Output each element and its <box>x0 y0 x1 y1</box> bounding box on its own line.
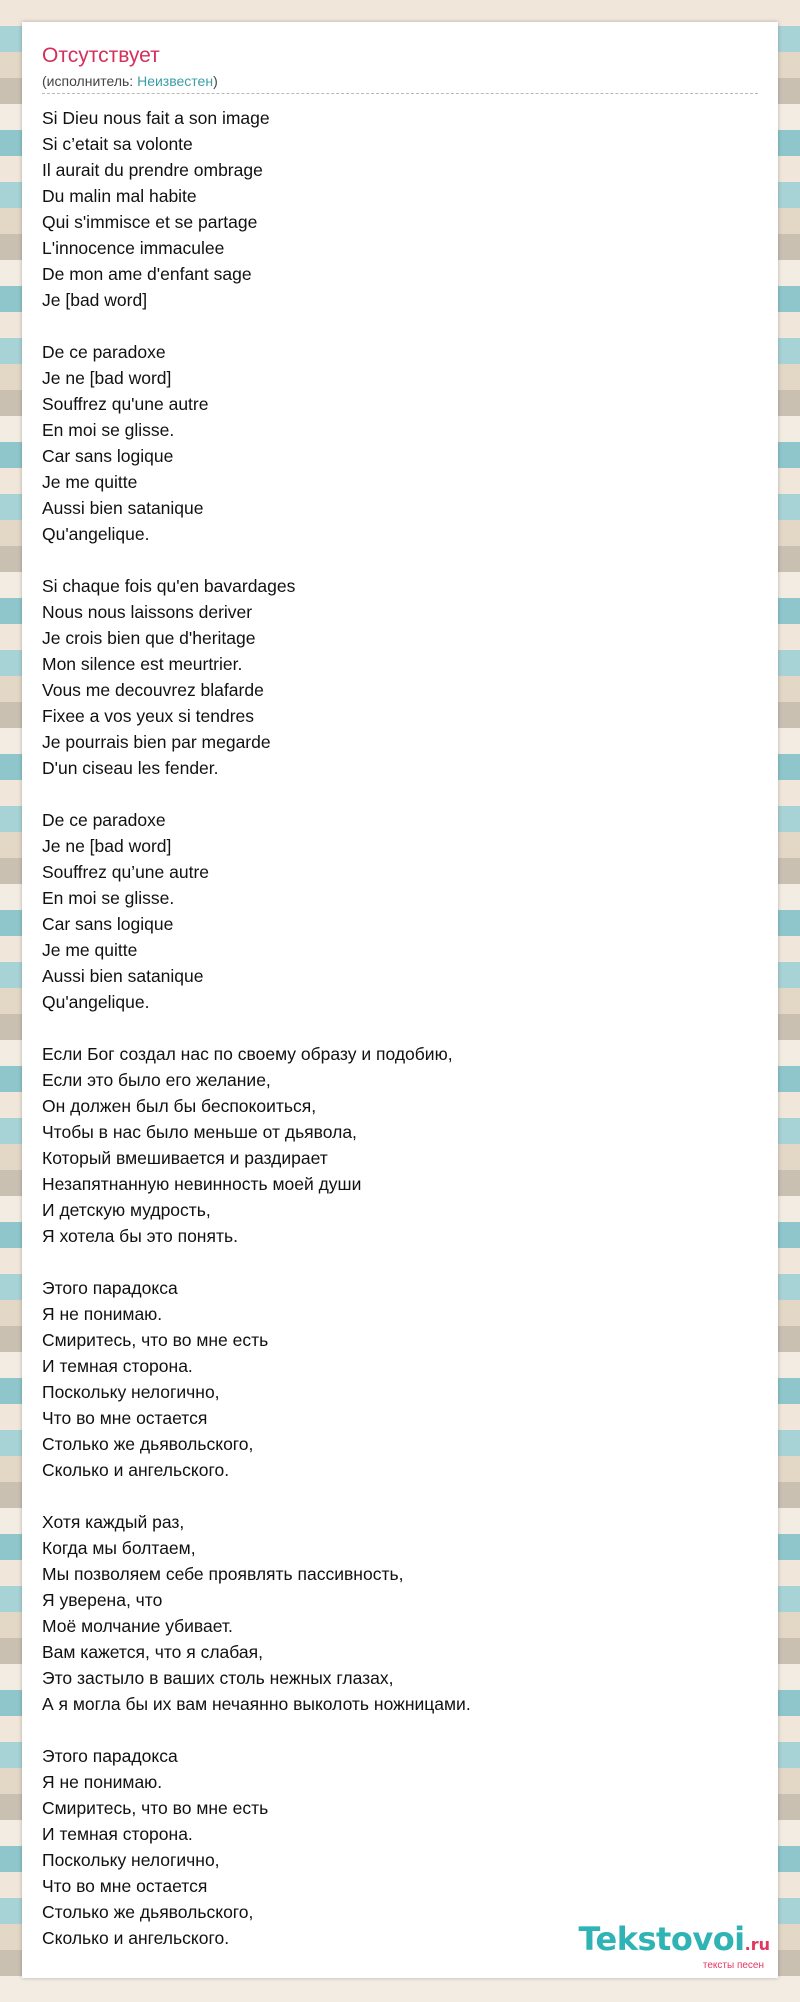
lyric-line: Je ne [bad word] <box>42 368 172 388</box>
lyric-line: En moi se glisse. <box>42 888 175 908</box>
lyric-line: En moi se glisse. <box>42 420 175 440</box>
lyric-line: Чтобы в нас было меньше от дьявола, <box>42 1122 357 1142</box>
lyric-line: Этого парадокса <box>42 1746 178 1766</box>
lyric-line: Если Бог создал нас по своему образу и подобию, <box>42 1044 453 1064</box>
lyric-line: Il aurait du prendre ombrage <box>42 160 263 180</box>
stanza <box>42 1275 758 1483</box>
lyric-line: Je ne [bad word] <box>42 836 172 856</box>
lyric-line: Хотя каждый раз, <box>42 1512 185 1532</box>
lyric-line: Незапятнанную невинность моей души <box>42 1174 362 1194</box>
lyric-line: Он должен был бы беспокоиться, <box>42 1096 317 1116</box>
lyric-line: Сколько и ангельского. <box>42 1928 230 1948</box>
lyric-line: Si c’etait sa volonte <box>42 134 193 154</box>
logo-tld: .ru <box>744 1935 770 1954</box>
artist-suffix: ) <box>213 73 218 89</box>
lyric-line: De ce paradoxe <box>42 342 166 362</box>
lyric-line: Je me quitte <box>42 940 138 960</box>
lyrics-body <box>42 105 758 1951</box>
stanza <box>42 573 758 781</box>
lyric-line: De ce paradoxe <box>42 810 166 830</box>
lyrics-card <box>22 22 778 1978</box>
lyric-line: Когда мы болтаем, <box>42 1538 196 1558</box>
lyric-line: Car sans logique <box>42 914 174 934</box>
lyric-line: Je [bad word] <box>42 290 148 310</box>
lyric-line: Mon silence est meurtrier. <box>42 654 243 674</box>
lyric-line: Мы позволяем себе проявлять пассивность, <box>42 1564 404 1584</box>
lyric-line: D'un ciseau les fender. <box>42 758 219 778</box>
lyric-line: Я не понимаю. <box>42 1772 163 1792</box>
lyric-line: И темная сторона. <box>42 1824 193 1844</box>
lyric-line: Смиритесь, что во мне есть <box>42 1330 269 1350</box>
lyric-line: Je crois bien que d'heritage <box>42 628 256 648</box>
lyric-line: De mon ame d'enfant sage <box>42 264 252 284</box>
lyric-line: И темная сторона. <box>42 1356 193 1376</box>
lyric-line: Je me quitte <box>42 472 138 492</box>
lyric-line: Что во мне остается <box>42 1876 208 1896</box>
lyric-line: Я не понимаю. <box>42 1304 163 1324</box>
lyric-line: Du malin mal habite <box>42 186 197 206</box>
lyric-line: Если это было его желание, <box>42 1070 271 1090</box>
lyric-line: Поскольку нелогично, <box>42 1382 220 1402</box>
lyric-line: Qu'angelique. <box>42 524 150 544</box>
logo-tagline: тексты песен <box>702 1960 764 1971</box>
lyric-line: Vous me decouvrez blafarde <box>42 680 264 700</box>
lyric-line: L'innocence immaculee <box>42 238 225 258</box>
stanza <box>42 339 758 547</box>
lyric-line: Car sans logique <box>42 446 174 466</box>
lyric-line: Что во мне остается <box>42 1408 208 1428</box>
lyric-line: А я могла бы их вам нечаянно выколоть ножницами. <box>42 1694 471 1714</box>
lyric-line: Aussi bien satanique <box>42 498 204 518</box>
song-title: Отсутствует <box>42 44 160 67</box>
logo-wordmark <box>578 1922 770 1962</box>
lyric-line: Qu'angelique. <box>42 992 150 1012</box>
lyric-line: Si chaque fois qu'en bavardages <box>42 576 296 596</box>
artist-prefix: (исполнитель: <box>42 73 138 89</box>
lyric-line: Qui s'immisce et se partage <box>42 212 258 232</box>
logo-name: Tekstovoi <box>578 1920 745 1958</box>
lyric-line: Смиритесь, что во мне есть <box>42 1798 269 1818</box>
lyric-line: Вам кажется, что я слабая, <box>42 1642 263 1662</box>
lyric-line: И детскую мудрость, <box>42 1200 211 1220</box>
artist-link[interactable]: Неизвестен <box>137 73 214 89</box>
site-logo[interactable] <box>578 1922 770 1971</box>
lyric-line: Si Dieu nous fait a son image <box>42 108 270 128</box>
stanza <box>42 1509 758 1717</box>
lyric-line: Souffrez qu'une autre <box>42 394 209 414</box>
artist-line <box>42 72 758 94</box>
lyric-line: Nous nous laissons deriver <box>42 602 253 622</box>
lyric-line: Столько же дьявольского, <box>42 1902 254 1922</box>
stanza <box>42 105 758 313</box>
lyric-line: Сколько и ангельского. <box>42 1460 230 1480</box>
stanza <box>42 1041 758 1249</box>
lyric-line: Моё молчание убивает. <box>42 1616 233 1636</box>
lyric-line: Souffrez qu’une autre <box>42 862 210 882</box>
lyric-line: Я уверена, что <box>42 1590 163 1610</box>
lyric-line: Aussi bien satanique <box>42 966 204 986</box>
lyric-line: Je pourrais bien par megarde <box>42 732 271 752</box>
lyric-line: Я хотела бы это понять. <box>42 1226 238 1246</box>
lyric-line: Этого парадокса <box>42 1278 178 1298</box>
lyric-line: Это застыло в ваших столь нежных глазах, <box>42 1668 394 1688</box>
stanza <box>42 807 758 1015</box>
lyric-line: Столько же дьявольского, <box>42 1434 254 1454</box>
lyric-line: Который вмешивается и раздирает <box>42 1148 328 1168</box>
lyric-line: Поскольку нелогично, <box>42 1850 220 1870</box>
lyric-line: Fixee a vos yeux si tendres <box>42 706 255 726</box>
